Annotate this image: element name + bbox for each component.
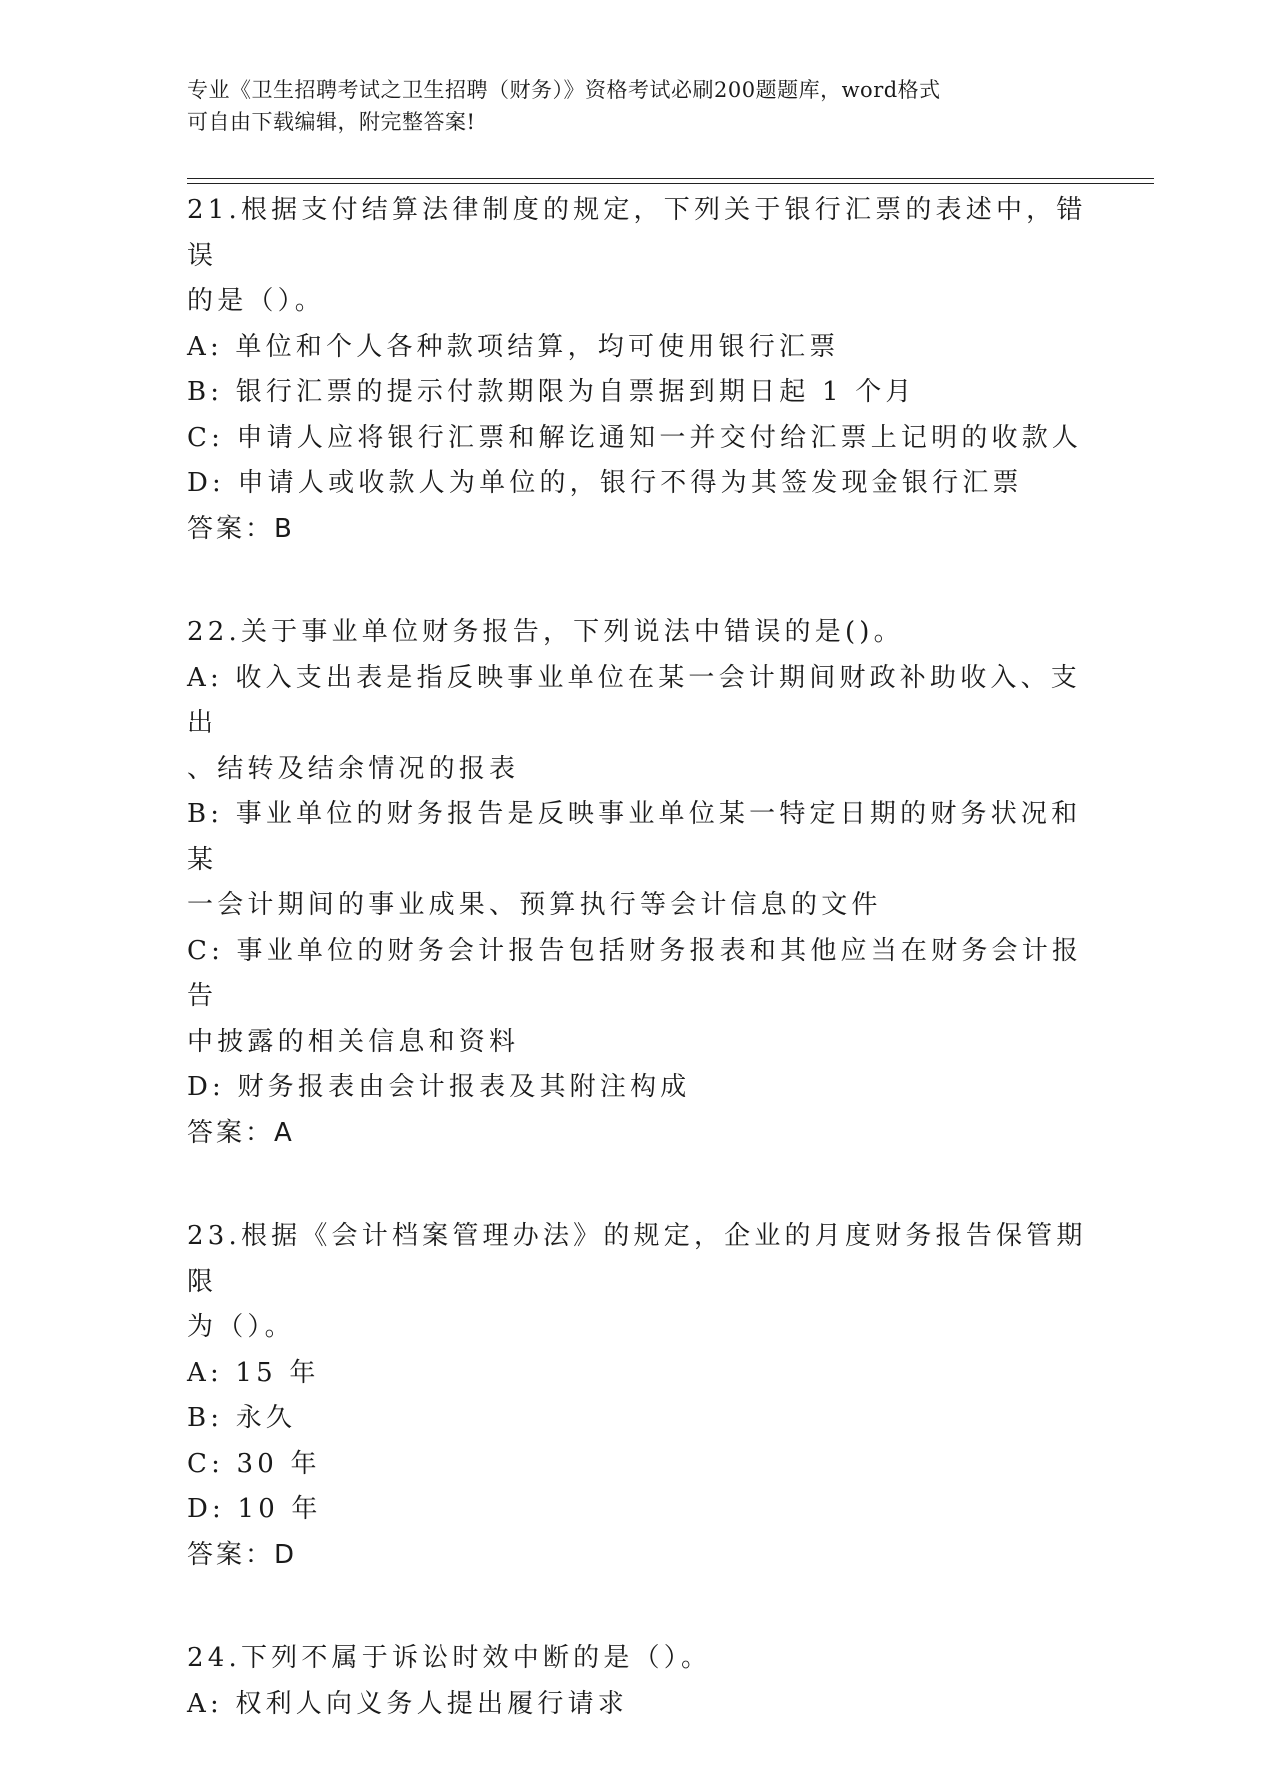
header-line-1: 专业《卫生招聘考试之卫生招聘（财务）》资格考试必刷200题题库，word格式 bbox=[187, 78, 941, 102]
answer-value: D bbox=[274, 1539, 296, 1570]
question-stem-line: 24.下列不属于诉讼时效中断的是（）。 bbox=[187, 1643, 712, 1673]
header-line-2: 可自由下载编辑，附完整答案! bbox=[187, 110, 476, 134]
option-line: D: 申请人或收款人为单位的，银行不得为其签发现金银行汇票 bbox=[187, 468, 1023, 498]
option-line: B: 银行汇票的提示付款期限为自票据到期日起 1 个月 bbox=[187, 377, 916, 407]
answer-label: 答案： bbox=[187, 513, 275, 544]
option-line: C: 30 年 bbox=[187, 1448, 321, 1479]
option-line: A: 收入支出表是指反映事业单位在某一会计期间财政补助收入、支出 bbox=[187, 662, 1082, 738]
header-divider-bottom bbox=[187, 183, 1154, 184]
option-line: D: 10 年 bbox=[187, 1494, 322, 1524]
question-block bbox=[187, 188, 1087, 552]
question-stem-line: 22.关于事业单位财务报告，下列说法中错误的是()。 bbox=[187, 617, 904, 647]
option-line: C: 申请人应将银行汇票和解讫通知一并交付给汇票上记明的收款人 bbox=[187, 422, 1083, 453]
question-stem-line: 21.根据支付结算法律制度的规定，下列关于银行汇票的表述中，错误 bbox=[187, 195, 1087, 271]
header-divider-top bbox=[187, 178, 1154, 179]
question-list bbox=[187, 188, 1087, 1785]
document-header bbox=[187, 74, 1067, 138]
answer-line bbox=[187, 1533, 1087, 1579]
option-line: B: 永久 bbox=[187, 1403, 297, 1433]
answer-label: 答案： bbox=[187, 1117, 275, 1148]
option-line: A: 15 年 bbox=[187, 1357, 320, 1388]
question-stem-line: 为（）。 bbox=[187, 1312, 295, 1342]
option-line: C: 事业单位的财务会计报告包括财务报表和其他应当在财务会计报告 bbox=[187, 935, 1083, 1011]
answer-value: B bbox=[274, 513, 293, 544]
answer-line bbox=[187, 1111, 1087, 1157]
option-line: 一会计期间的事业成果、预算执行等会计信息的文件 bbox=[187, 890, 882, 920]
answer-label: 答案： bbox=[187, 1539, 275, 1570]
option-line: 、结转及结余情况的报表 bbox=[187, 753, 520, 784]
question-stem-line: 的是（）。 bbox=[187, 286, 326, 316]
question-block bbox=[187, 610, 1087, 1156]
question-stem-line: 23.根据《会计档案管理办法》的规定，企业的月度财务报告保管期限 bbox=[187, 1221, 1087, 1297]
question-block bbox=[187, 1214, 1087, 1578]
option-line: D: 财务报表由会计报表及其附注构成 bbox=[187, 1072, 691, 1102]
option-line: B: 事业单位的财务报告是反映事业单位某一特定日期的财务状况和某 bbox=[187, 799, 1082, 875]
answer-value: A bbox=[274, 1117, 293, 1148]
answer-line bbox=[187, 507, 1087, 553]
option-line: A: 单位和个人各种款项结算，均可使用银行汇票 bbox=[187, 331, 840, 362]
option-line: 中披露的相关信息和资料 bbox=[187, 1026, 520, 1057]
option-line: A: 权利人向义务人提出履行请求 bbox=[187, 1688, 629, 1719]
